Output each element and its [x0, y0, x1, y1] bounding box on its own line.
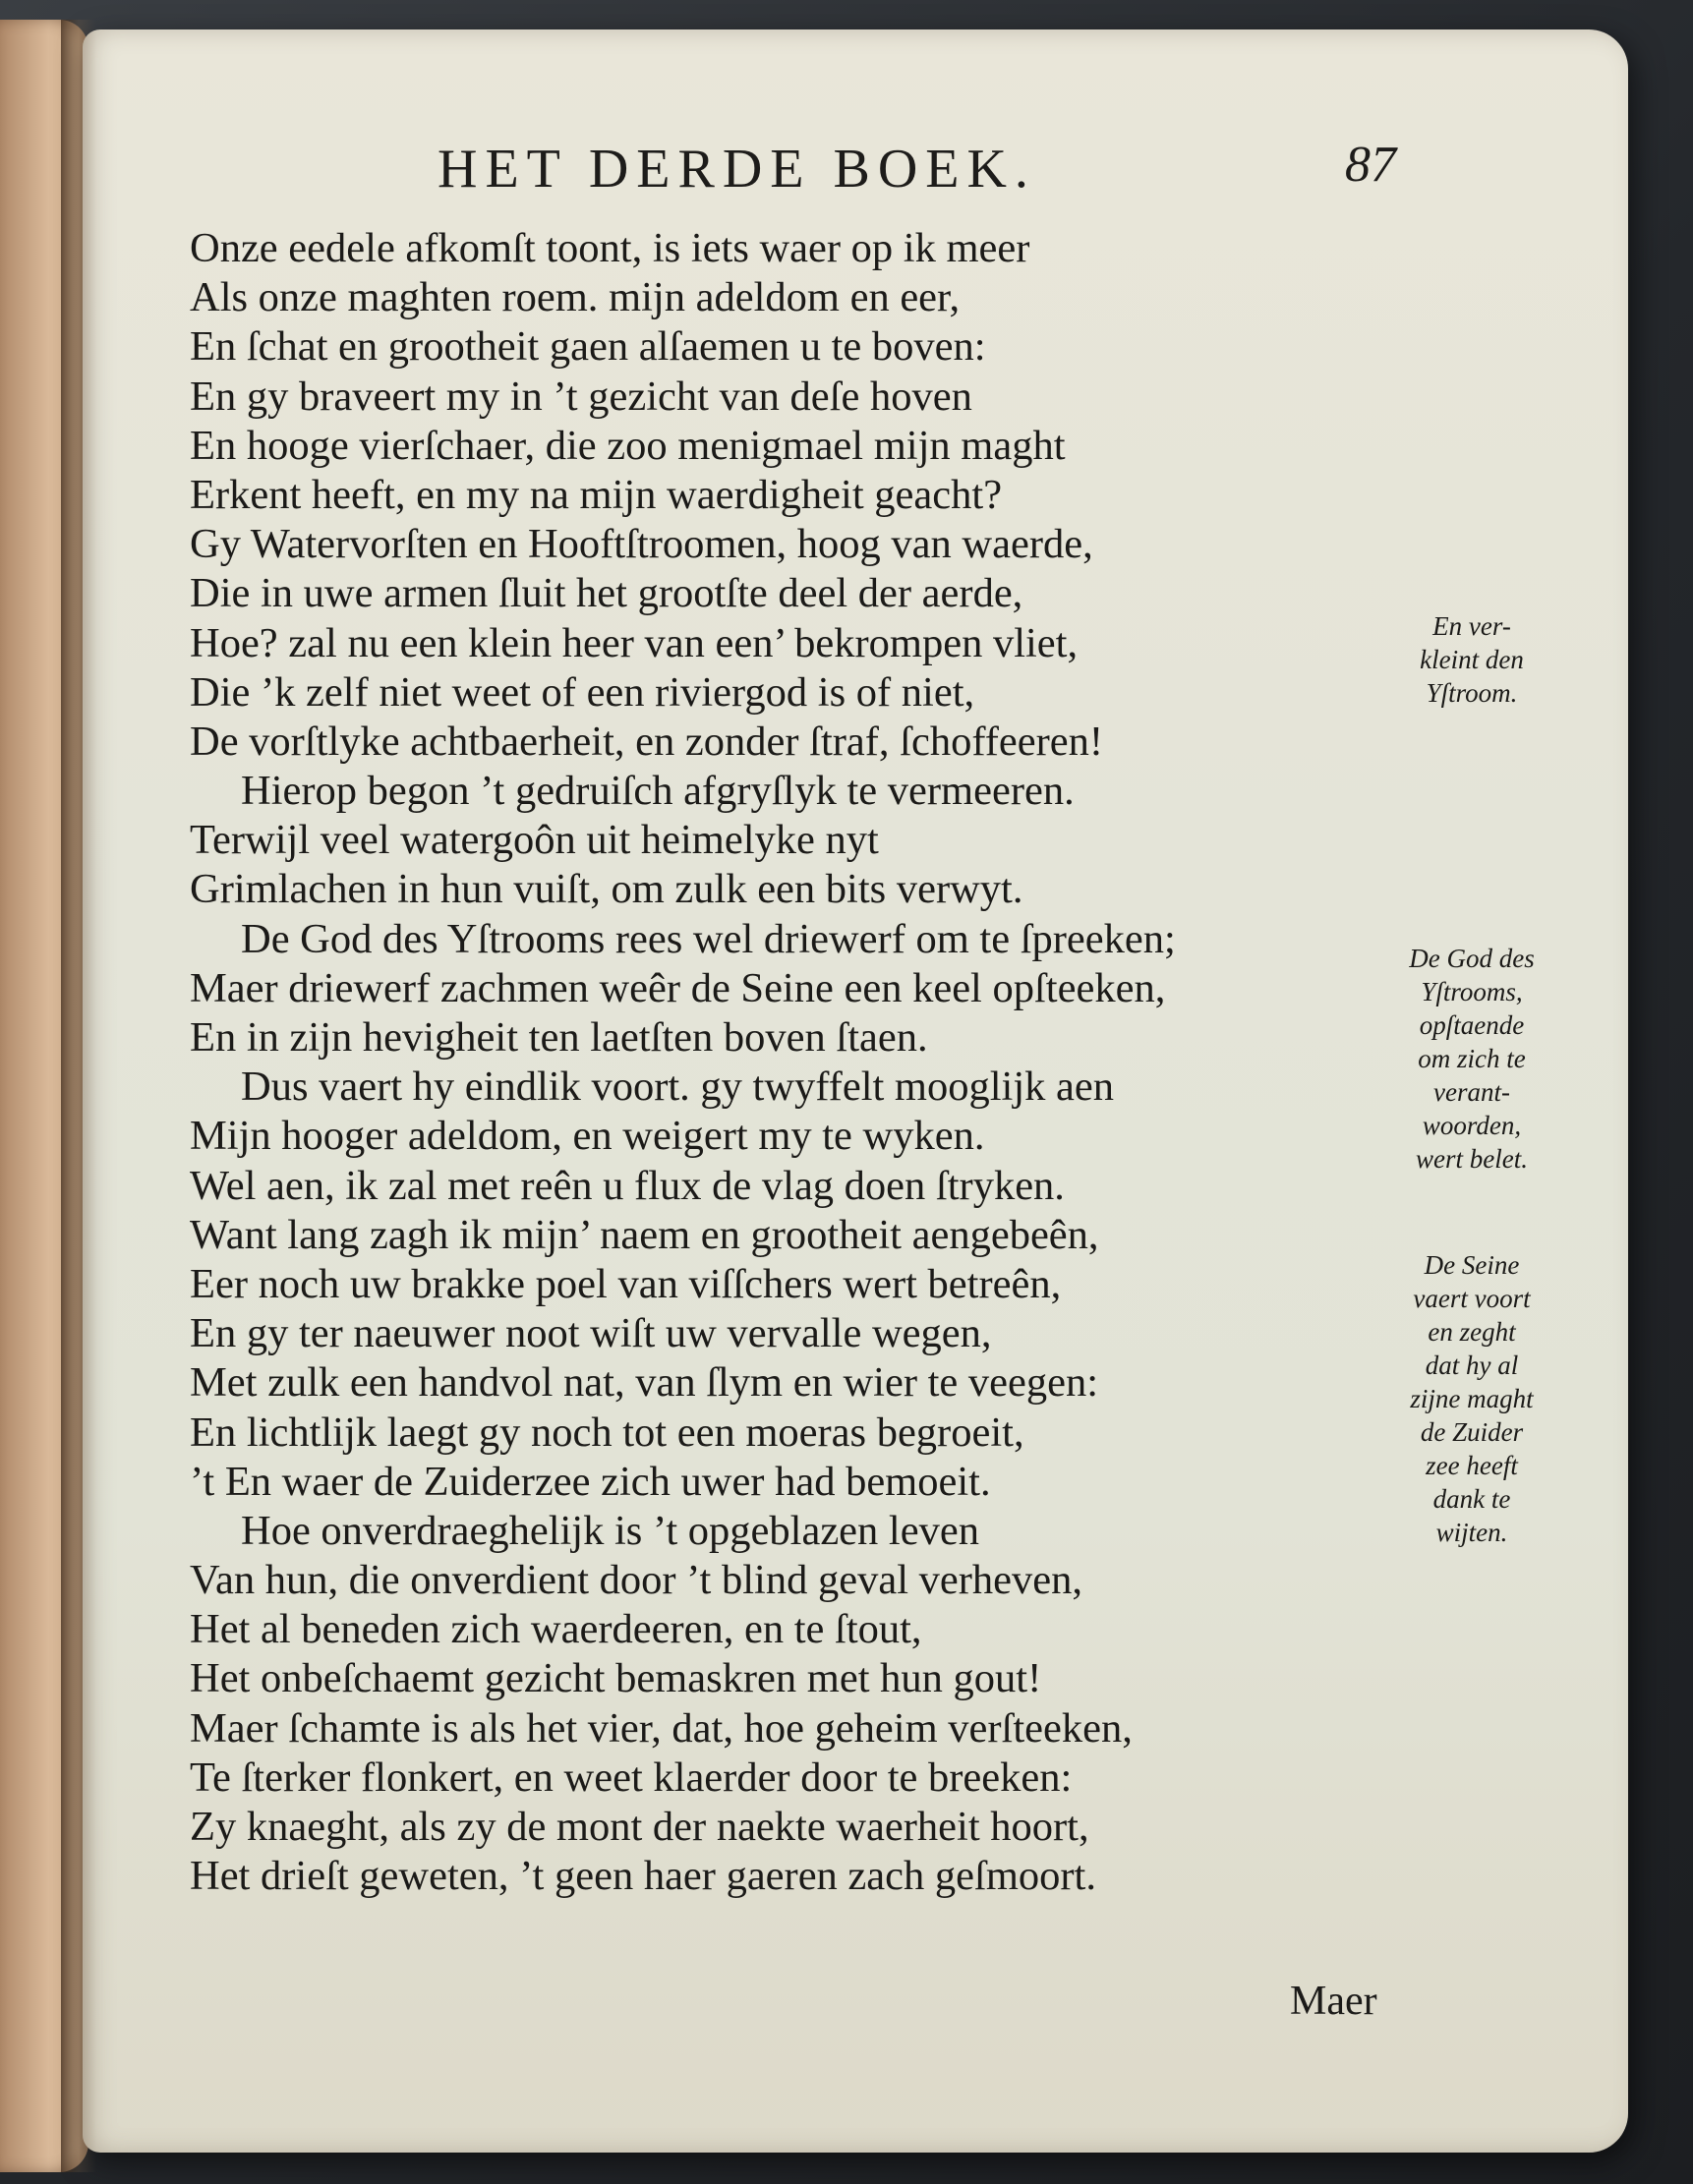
- marginal-note-line: verant-: [1433, 1077, 1510, 1107]
- text-line: Met zulk een handvol nat, van ſlym en wier te veegen:: [190, 1359, 1099, 1407]
- text-line: Gy Watervorſten en Hooftſtroomen, hoog van waerde,: [190, 521, 1093, 568]
- marginal-note-line: dank te: [1432, 1484, 1511, 1514]
- marginal-note-line: en zeght: [1428, 1317, 1516, 1347]
- running-title: HET DERDE BOEK.: [438, 139, 1036, 200]
- text-line: Het drieſt geweten, ’t geen haer gaeren zach geſmoort.: [190, 1853, 1096, 1900]
- text-line: Mijn hooger adeldom, en weigert my te wyken.: [190, 1113, 985, 1160]
- text-line: Die ’k zelf niet weet of een riviergod is of niet,: [190, 668, 975, 716]
- text-line: En hooge vierſchaer, die zoo menigmael mijn maght: [190, 422, 1066, 469]
- marginal-note-line: De Seine: [1424, 1250, 1520, 1280]
- page-number: 87: [1345, 137, 1396, 193]
- marginal-note-line: En ver-: [1432, 611, 1511, 641]
- text-line: Onze eedele afkomſt toont, is iets waer op ik meer: [190, 225, 1030, 271]
- poem-text: [190, 224, 1409, 1901]
- text-line: Zy knaeght, als zy de mont der naekte waerheit hoort,: [190, 1804, 1089, 1850]
- marginal-note-line: zijne maght: [1410, 1384, 1534, 1413]
- text-line: Hoe? zal nu een klein heer van een’ bekrompen vliet,: [190, 619, 1079, 666]
- text-line: En gy ter naeuwer noot wiſt uw vervalle wegen,: [190, 1310, 992, 1357]
- text-line: Terwijl veel watergoôn uit heimelyke nyt: [190, 817, 879, 864]
- text-line: De vorſtlyke achtbaerheit, en zonder ſtraf, ſchoffeeren!: [190, 718, 1104, 765]
- marginal-note-2: [1388, 942, 1555, 1176]
- text-line: Het onbeſchaemt gezicht bemaskren met hun gout!: [190, 1655, 1042, 1702]
- text-line: Maer driewerf zachmen weêr de Seine een keel opſteeken,: [190, 964, 1166, 1011]
- text-line: Van hun, die onverdient door ’t blind geval verheven,: [190, 1557, 1083, 1604]
- text-line: Als onze maghten roem. mijn adeldom en eer,: [190, 274, 961, 321]
- text-line: Dus vaert hy eindlik voort. gy twyffelt mooglijk aen: [241, 1063, 1115, 1111]
- marginal-note-line: Yſtroom.: [1426, 678, 1518, 708]
- marginal-note-line: dat hy al: [1425, 1351, 1519, 1380]
- marginal-note-1: [1388, 609, 1555, 710]
- text-line: Want lang zagh ik mijn’ naem en grootheit aengebeên,: [190, 1211, 1099, 1258]
- marginal-note-line: zee heeft: [1426, 1451, 1518, 1480]
- text-line: Hoe onverdraeghelijk is ’t opgeblazen leven: [241, 1507, 979, 1554]
- text-line: En in zijn hevigheit ten laetſten boven ſtaen.: [190, 1014, 928, 1061]
- marginal-note-line: Yſtrooms,: [1421, 977, 1523, 1006]
- marginal-note-line: om zich te: [1418, 1044, 1526, 1073]
- text-line: Grimlachen in hun vuiſt, om zulk een bits verwyt.: [190, 866, 1023, 913]
- text-line: En ſchat en grootheit gaen alſaemen u te boven:: [190, 323, 986, 371]
- text-line: En lichtlijk laegt gy noch tot een moeras begroeit,: [190, 1408, 1024, 1456]
- text-line: Eer noch uw brakke poel van viſſchers wert betreên,: [190, 1260, 1062, 1307]
- text-line: Wel aen, ik zal met reên u flux de vlag doen ſtryken.: [190, 1162, 1065, 1209]
- text-line: Die in uwe armen ſluit het grootſte deel der aerde,: [190, 570, 1023, 617]
- text-line: Het al beneden zich waerdeeren, en te ſtout,: [190, 1606, 922, 1653]
- text-line: De God des Yſtrooms rees wel driewerf om te ſpreeken;: [241, 915, 1176, 962]
- book-gutter: [61, 20, 96, 2172]
- marginal-note-line: vaert voort: [1413, 1284, 1531, 1313]
- marginal-note-3: [1388, 1248, 1555, 1549]
- text-line: Erkent heeft, en my na mijn waerdigheit geacht?: [190, 471, 1003, 518]
- text-line: En gy braveert my in ’t gezicht van deſe hoven: [190, 373, 972, 420]
- marginal-note-line: kleint den: [1420, 645, 1524, 674]
- text-line: ’t En waer de Zuiderzee zich uwer had bemoeit.: [190, 1458, 991, 1505]
- marginal-note-line: wijten.: [1435, 1518, 1508, 1547]
- marginal-note-line: opſtaende: [1419, 1010, 1525, 1040]
- text-line: Hierop begon ’t gedruiſch afgryſlyk te vermeeren.: [241, 768, 1075, 815]
- text-line: Maer ſchamte is als het vier, dat, hoe geheim verſteeken,: [190, 1704, 1133, 1752]
- marginal-note-line: woorden,: [1422, 1111, 1522, 1140]
- marginal-note-line: de Zuider: [1420, 1417, 1524, 1447]
- text-line: Te ſterker flonkert, en weet klaerder door te breeken:: [190, 1753, 1073, 1801]
- marginal-note-line: De God des: [1409, 944, 1535, 973]
- marginal-note-line: wert belet.: [1416, 1144, 1528, 1174]
- catchword: Maer: [1290, 1979, 1377, 2024]
